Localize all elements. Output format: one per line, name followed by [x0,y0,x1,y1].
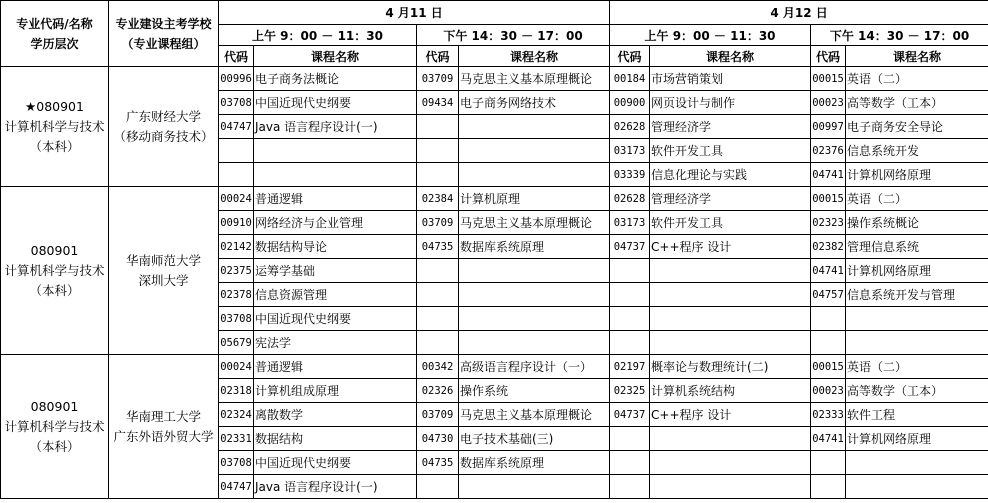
course-name-cell: 数据结构导论 [254,235,417,259]
header-major: 专业代码/名称 学历层次 [1,1,109,67]
course-name-cell: 离散数学 [254,403,417,427]
course-code-cell: 00023 [811,91,846,115]
course-code-cell: 02382 [811,235,846,259]
course-name-cell: 数据库系统原理 [459,451,610,475]
course-code-cell: 03708 [219,307,254,331]
course-code-cell: 03709 [417,403,459,427]
course-name-cell: 计算机网络原理 [846,259,988,283]
course-code-cell: 02333 [811,403,846,427]
course-code-cell: 02375 [219,259,254,283]
course-name-cell: 英语（二） [846,187,988,211]
header-code: 代码 [811,46,846,67]
course-code-cell [610,475,650,499]
course-name-cell: 运筹学基础 [254,259,417,283]
course-code-cell [417,115,459,139]
course-code-cell: 04747 [219,475,254,499]
course-code-cell: 00024 [219,187,254,211]
course-code-cell [811,331,846,355]
course-name-cell: 中国近现代史纲要 [254,451,417,475]
course-code-cell: 02331 [219,427,254,451]
header-code: 代码 [610,46,650,67]
course-code-cell: 02326 [417,379,459,403]
course-name-cell: 电子商务法概论 [254,67,417,91]
course-name-cell: Java 语言程序设计(一) [254,475,417,499]
course-name-cell [650,283,811,307]
course-name-cell [846,307,988,331]
course-code-cell [219,139,254,163]
course-code-cell: 02325 [610,379,650,403]
header-school: 专业建设主考学校 （专业课程组） [109,1,219,67]
course-code-cell [417,163,459,187]
course-name-cell: 信息系统开发与管理 [846,283,988,307]
course-name-cell [459,139,610,163]
course-name-cell [254,139,417,163]
course-code-cell: 04741 [811,427,846,451]
course-code-cell [610,331,650,355]
course-name-cell [650,475,811,499]
course-name-cell: 概率论与数理统计(二) [650,355,811,379]
course-code-cell: 04737 [610,403,650,427]
course-code-cell: 00342 [417,355,459,379]
course-code-cell: 00997 [811,115,846,139]
course-code-cell: 04737 [610,235,650,259]
header-day1-am: 上午 9：00 － 11：30 [219,25,417,46]
header-day1: 4 月11 日 [219,1,610,25]
course-code-cell: 02318 [219,379,254,403]
header-day2-pm: 下午 14：30 － 17：00 [811,25,988,46]
course-code-cell: 04735 [417,451,459,475]
course-code-cell: 02323 [811,211,846,235]
course-code-cell: 02324 [219,403,254,427]
course-code-cell: 03709 [417,67,459,91]
course-code-cell [417,307,459,331]
header-day1-pm: 下午 14：30 － 17：00 [417,25,610,46]
course-code-cell: 03173 [610,139,650,163]
course-name-cell: 高等数学（工本） [846,379,988,403]
course-code-cell: 04757 [811,283,846,307]
course-name-cell: 电子商务网络技术 [459,91,610,115]
course-name-cell [846,451,988,475]
course-name-cell: 信息资源管理 [254,283,417,307]
course-name-cell [650,307,811,331]
course-name-cell: 计算机组成原理 [254,379,417,403]
course-name-cell [846,331,988,355]
course-code-cell: 02376 [811,139,846,163]
course-name-cell [459,475,610,499]
course-name-cell [650,331,811,355]
header-code: 代码 [417,46,459,67]
course-code-cell: 03339 [610,163,650,187]
course-code-cell: 09434 [417,91,459,115]
header-course: 课程名称 [846,46,988,67]
course-code-cell: 04747 [219,115,254,139]
course-name-cell [254,163,417,187]
course-name-cell: 计算机网络原理 [846,427,988,451]
course-name-cell: 信息系统开发 [846,139,988,163]
school-cell: 华南师范大学 深圳大学 [109,187,219,355]
course-code-cell [417,139,459,163]
course-code-cell: 03708 [219,91,254,115]
course-name-cell: 软件工程 [846,403,988,427]
major-cell: ★080901 计算机科学与技术 （本科） [1,67,109,187]
course-name-cell: 计算机原理 [459,187,610,211]
course-code-cell: 00024 [219,355,254,379]
course-name-cell: 电子技术基础(三) [459,427,610,451]
course-code-cell [417,475,459,499]
course-code-cell: 04730 [417,427,459,451]
course-code-cell: 02197 [610,355,650,379]
course-code-cell: 02628 [610,115,650,139]
course-name-cell [459,259,610,283]
header-course: 课程名称 [254,46,417,67]
header-day2: 4 月12 日 [610,1,988,25]
course-code-cell: 05679 [219,331,254,355]
course-code-cell: 00023 [811,379,846,403]
course-name-cell: 数据库系统原理 [459,235,610,259]
course-name-cell: 高级语言程序设计（一） [459,355,610,379]
header-code: 代码 [219,46,254,67]
course-name-cell: 普通逻辑 [254,355,417,379]
course-code-cell [417,259,459,283]
course-code-cell [417,283,459,307]
course-code-cell [610,451,650,475]
course-name-cell: C++程序 设计 [650,235,811,259]
course-name-cell: 管理经济学 [650,187,811,211]
course-name-cell [459,283,610,307]
table-row [1,187,988,211]
course-name-cell [846,475,988,499]
school-cell: 华南理工大学 广东外语外贸大学 [109,355,219,499]
header-course: 课程名称 [459,46,610,67]
course-name-cell: 马克思主义基本原理概论 [459,211,610,235]
course-code-cell: 03708 [219,451,254,475]
table-row [1,355,988,379]
course-name-cell: 操作系统概论 [846,211,988,235]
course-name-cell [650,427,811,451]
course-name-cell [459,307,610,331]
course-code-cell [610,259,650,283]
course-name-cell: Java 语言程序设计(一) [254,115,417,139]
course-name-cell [459,115,610,139]
course-name-cell [459,331,610,355]
course-name-cell: 宪法学 [254,331,417,355]
course-code-cell [811,475,846,499]
course-name-cell: 高等数学（工本） [846,91,988,115]
course-code-cell: 04741 [811,259,846,283]
course-name-cell: 电子商务安全导论 [846,115,988,139]
course-code-cell: 02628 [610,187,650,211]
course-name-cell [650,451,811,475]
course-name-cell: 软件开发工具 [650,139,811,163]
course-code-cell: 00184 [610,67,650,91]
school-cell: 广东财经大学 （移动商务技术） [109,67,219,187]
course-name-cell: 中国近现代史纲要 [254,91,417,115]
course-code-cell: 00900 [610,91,650,115]
course-code-cell: 02384 [417,187,459,211]
course-code-cell [811,307,846,331]
course-name-cell: 操作系统 [459,379,610,403]
course-name-cell: 英语（二） [846,67,988,91]
course-name-cell: 计算机系统结构 [650,379,811,403]
course-name-cell: 管理信息系统 [846,235,988,259]
course-name-cell: 网页设计与制作 [650,91,811,115]
major-cell: 080901 计算机科学与技术 （本科） [1,187,109,355]
course-name-cell: 中国近现代史纲要 [254,307,417,331]
course-code-cell: 00015 [811,355,846,379]
course-name-cell: 马克思主义基本原理概论 [459,403,610,427]
course-code-cell: 04735 [417,235,459,259]
course-name-cell [459,163,610,187]
course-name-cell: 软件开发工具 [650,211,811,235]
course-name-cell: 网络经济与企业管理 [254,211,417,235]
course-code-cell [610,307,650,331]
course-name-cell: 管理经济学 [650,115,811,139]
course-name-cell: 英语（二） [846,355,988,379]
course-code-cell: 03709 [417,211,459,235]
course-name-cell: 数据结构 [254,427,417,451]
course-code-cell: 02378 [219,283,254,307]
course-name-cell: 信息化理论与实践 [650,163,811,187]
course-code-cell [417,331,459,355]
header-day2-am: 上午 9：00 － 11：30 [610,25,811,46]
course-code-cell [610,427,650,451]
course-name-cell: 市场营销策划 [650,67,811,91]
course-code-cell: 04741 [811,163,846,187]
course-code-cell: 00015 [811,187,846,211]
course-name-cell: 普通逻辑 [254,187,417,211]
major-cell: 080901 计算机科学与技术 （本科） [1,355,109,499]
course-code-cell [219,163,254,187]
course-name-cell: C++程序 设计 [650,403,811,427]
course-code-cell: 00015 [811,67,846,91]
course-code-cell: 03173 [610,211,650,235]
header-course: 课程名称 [650,46,811,67]
course-name-cell [650,259,811,283]
course-code-cell [811,451,846,475]
table-row [1,67,988,91]
course-code-cell: 02142 [219,235,254,259]
course-code-cell: 00996 [219,67,254,91]
course-name-cell: 马克思主义基本原理概论 [459,67,610,91]
course-code-cell [610,283,650,307]
course-name-cell: 计算机网络原理 [846,163,988,187]
course-code-cell: 00910 [219,211,254,235]
